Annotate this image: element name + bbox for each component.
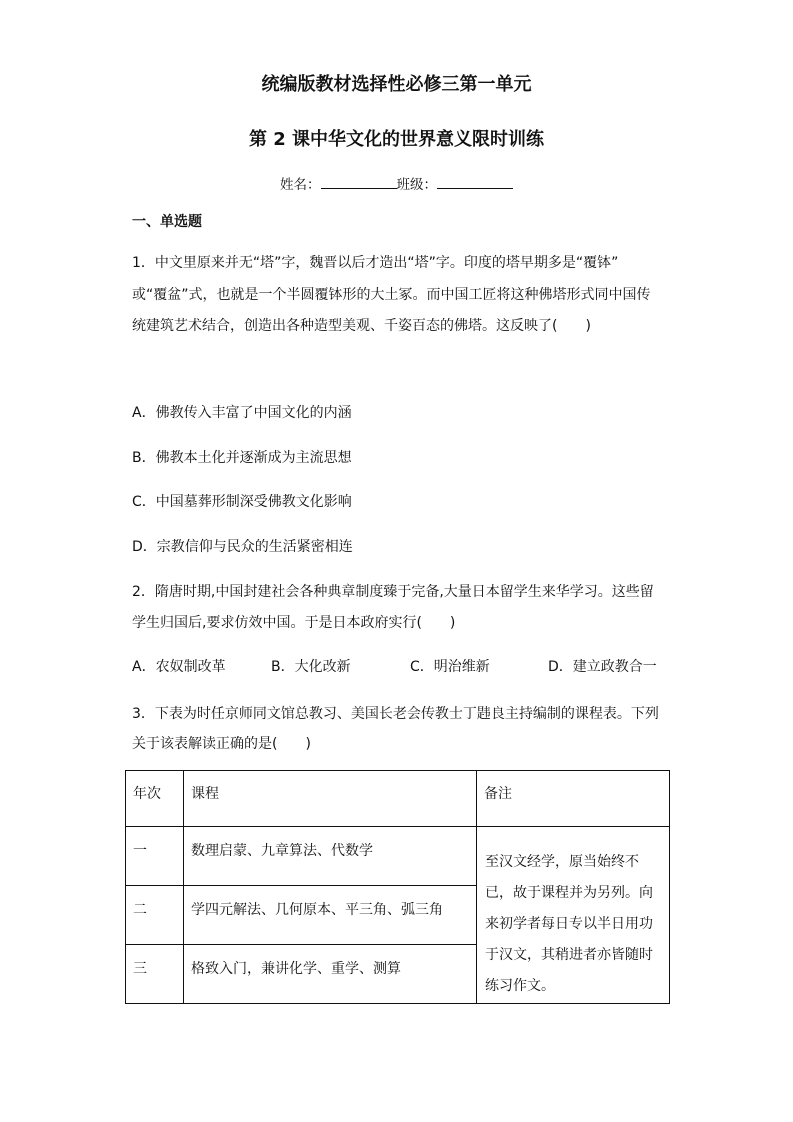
table-header-cell — [126, 771, 184, 827]
course-cell: 格致入门，兼讲化学、重学、测算 — [191, 961, 401, 977]
question-1-option-b: B．佛教本土化并逐渐成为主流思想 — [132, 450, 352, 466]
question-2-option-a: A．农奴制改革 — [132, 659, 226, 675]
question-1-option-d: D．宗教信仰与民众的生活紧密相连 — [132, 539, 353, 555]
table-cell — [184, 945, 477, 1004]
class-blank[interactable] — [437, 176, 513, 189]
question-2-option-b: B．大化改新 — [271, 659, 351, 675]
question-2-option-d: D．建立政教合一 — [548, 659, 657, 675]
question-2-line-2: 学生归国后,要求仿效中国。于是日本政府实行( ) — [132, 615, 456, 631]
year-cell: 三 — [133, 961, 147, 977]
lesson-title: 第 2 课中华文化的世界意义限时训练 — [248, 129, 545, 150]
header-year: 年次 — [133, 786, 161, 802]
question-1-line-2: 或“覆盆”式，也就是一个半圆覆钵形的大土冢。而中国工匠将这种佛塔形式同中国传 — [132, 287, 651, 303]
note-text: 至汉文经学，原当始终不已，故于课程并为另列。向来初学者每日专以半日用功于汉文，其稍进者亦皆随时练习作文。 — [485, 853, 653, 994]
question-2-line-1: 2．隋唐时期,中国封建社会各种典章制度臻于完备,大量日本留学生来华学习。这些留 — [132, 584, 654, 600]
header-course: 课程 — [191, 786, 219, 802]
table-cell — [184, 827, 477, 886]
name-label: 姓名： — [280, 177, 321, 193]
table-row — [126, 827, 670, 886]
question-1-line-1: 1．中文里原来并无“塔”字，魏晋以后才造出“塔”字。印度的塔早期多是“覆钵” — [132, 255, 619, 271]
table-header-cell — [477, 771, 670, 827]
curriculum-table — [125, 770, 670, 1004]
table-cell — [126, 827, 184, 886]
table-cell — [126, 886, 184, 945]
table-cell — [184, 886, 477, 945]
year-cell: 二 — [133, 902, 147, 918]
table-header-cell — [184, 771, 477, 827]
table-header-row — [126, 771, 670, 827]
class-label: 班级： — [396, 177, 437, 193]
question-1-option-a: A．佛教传入丰富了中国文化的内涵 — [132, 405, 352, 421]
question-3-line-2: 关于该表解读正确的是( ) — [132, 736, 311, 752]
document-title: 统编版教材选择性必修三第一单元 — [261, 74, 532, 95]
course-cell: 数理启蒙、九章算法、代数学 — [191, 843, 373, 859]
header-note: 备注 — [484, 786, 512, 802]
year-cell: 一 — [133, 843, 147, 859]
section-title: 一、单选题 — [132, 214, 202, 230]
name-blank[interactable] — [321, 176, 397, 189]
question-2-option-c: C．明治维新 — [410, 659, 490, 675]
table-cell — [126, 945, 184, 1004]
student-info — [0, 173, 793, 193]
note-cell — [477, 827, 670, 1004]
question-1-line-3: 统建筑艺术结合，创造出各种造型美观、千姿百态的佛塔。这反映了( ) — [132, 318, 591, 334]
question-1-option-c: C．中国墓葬形制深受佛教文化影响 — [132, 494, 352, 510]
question-3-line-1: 3．下表为时任京师同文馆总教习、美国长老会传教士丁韪良主持编制的课程表。下列 — [132, 706, 659, 722]
course-cell: 学四元解法、几何原本、平三角、弧三角 — [191, 902, 443, 918]
